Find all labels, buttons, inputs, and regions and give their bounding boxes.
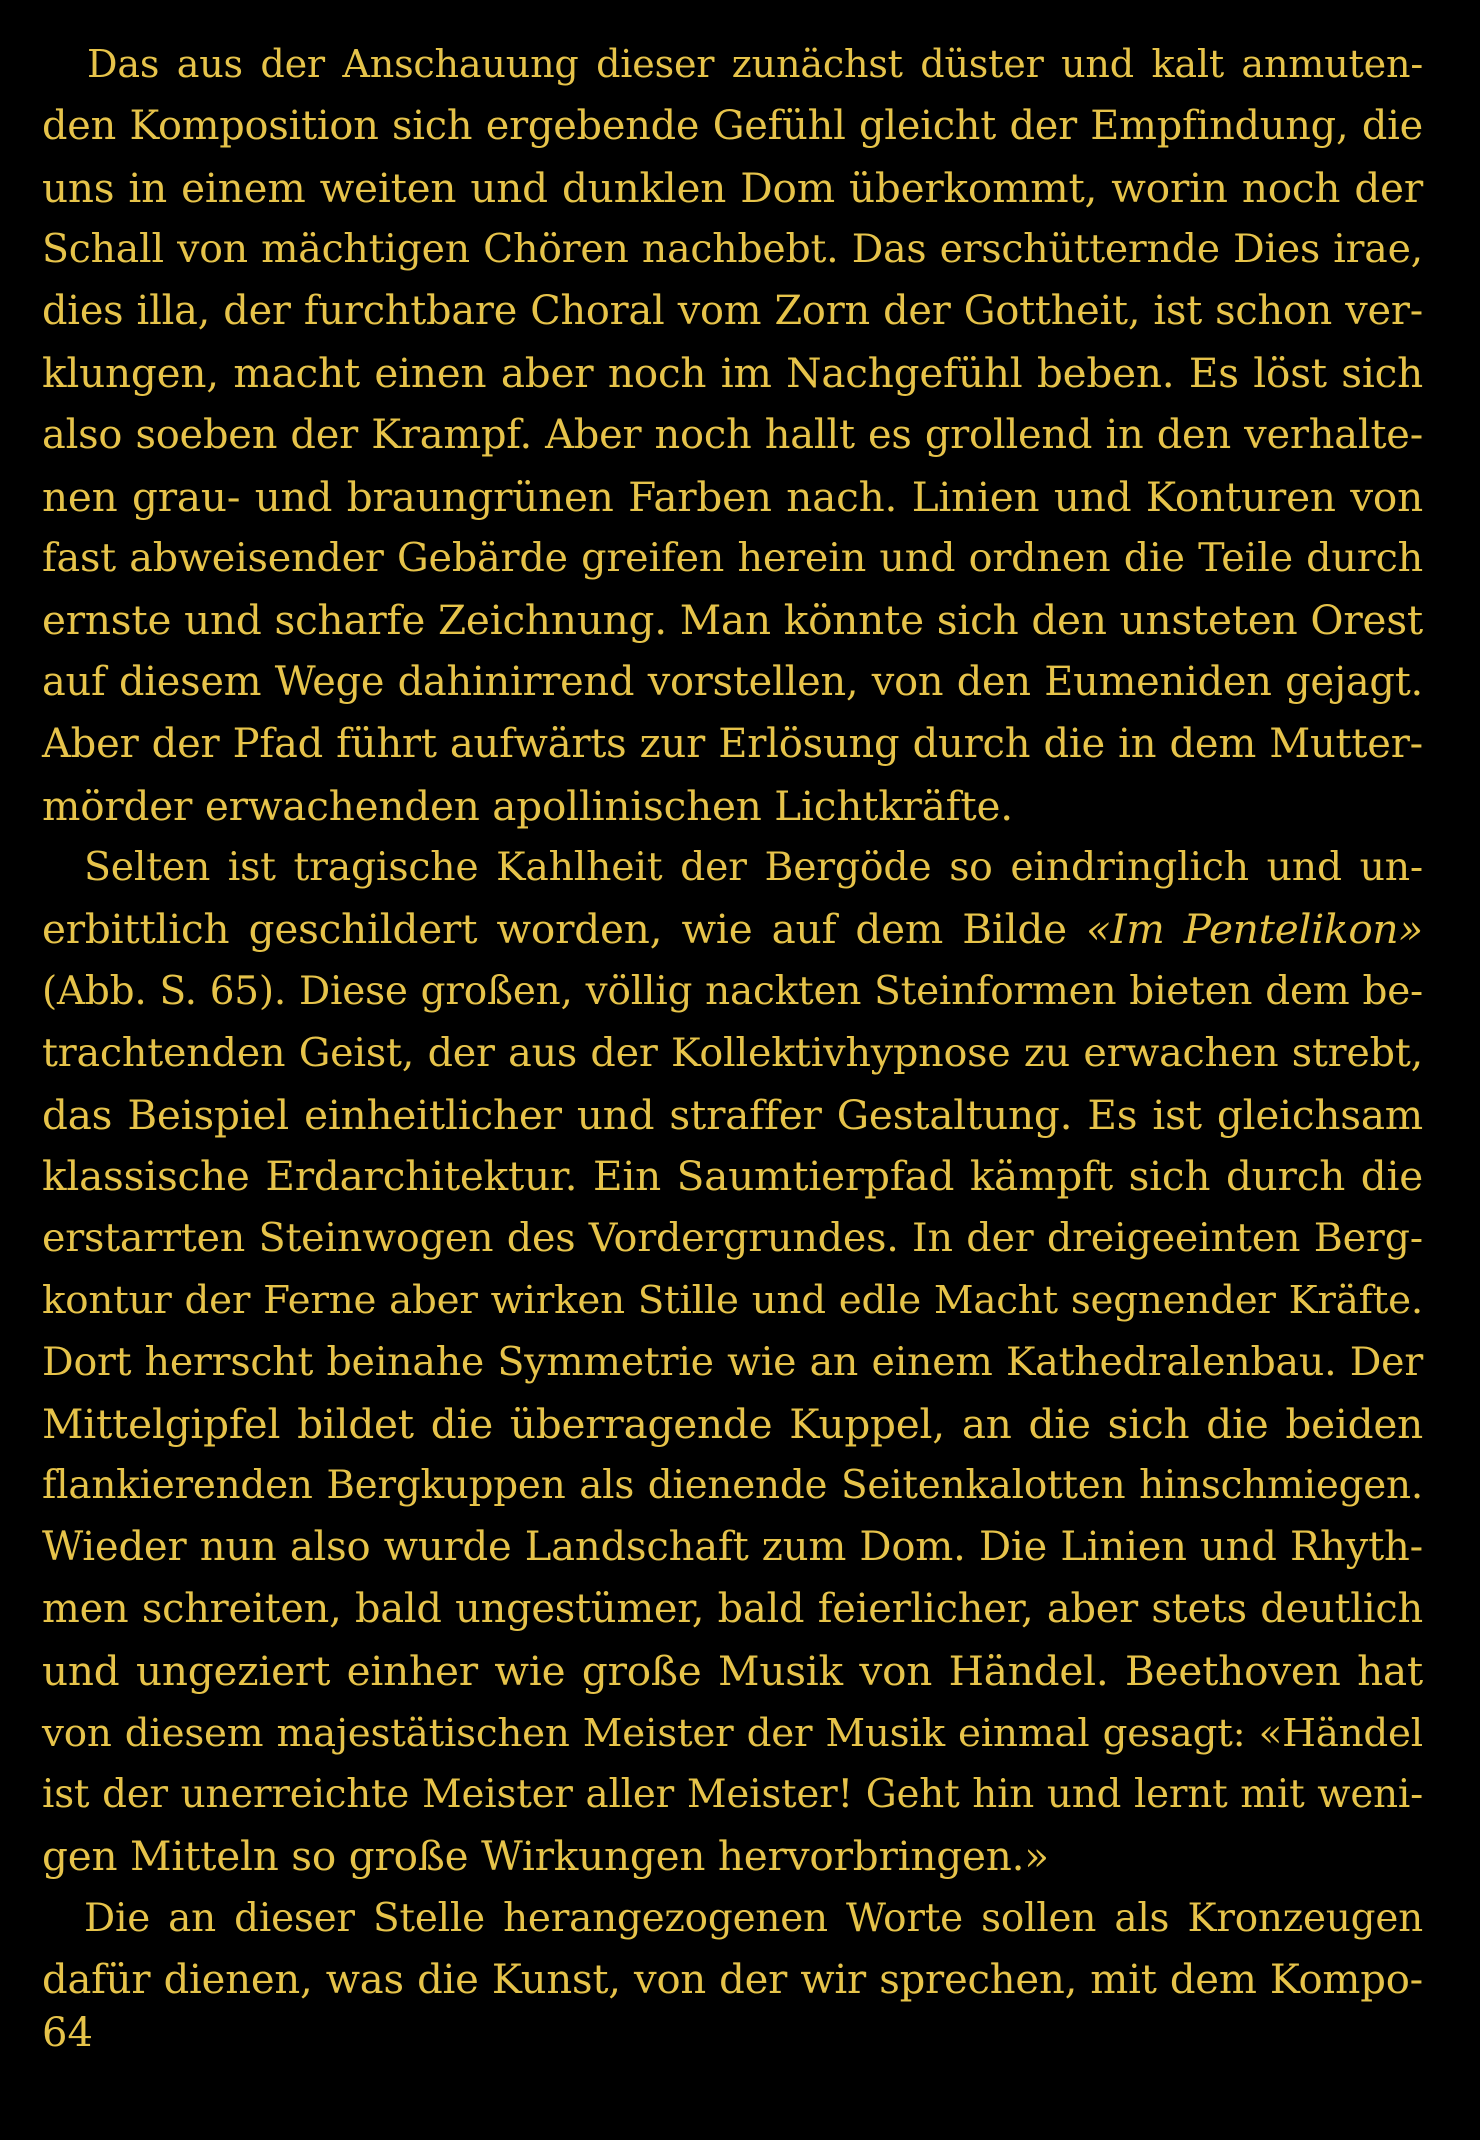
text-line: den Komposition sich ergebende Gefühl gleicht der Empfindung, die bbox=[42, 102, 1423, 149]
text-line: Dort herrscht beinahe Symmetrie wie an einem Kathedralenbau. Der bbox=[42, 1338, 1423, 1385]
text-line: Wieder nun also wurde Landschaft zum Dom. Die Linien und Rhyth- bbox=[42, 1524, 1423, 1571]
text-line: von diesem majestätischen Meister der Musik einmal gesagt: «Händel bbox=[42, 1710, 1423, 1756]
text-line: und ungeziert einher wie große Musik von Händel. Beethoven hat bbox=[42, 1646, 1423, 1695]
text-line: fast abweisender Gebärde greifen herein und ordnen die Teile durch bbox=[42, 535, 1423, 582]
text-line: erstarrten Steinwogen des Vordergrundes. In der dreigeeinten Berg- bbox=[42, 1215, 1423, 1262]
text-line: Die an dieser Stelle herangezogenen Worte sollen als Kronzeugen bbox=[84, 1895, 1423, 1941]
text-line: Selten ist tragische Kahlheit der Bergöde so eindringlich und un- bbox=[84, 844, 1423, 891]
text-line: kontur der Ferne aber wirken Stille und edle Macht segnender Kräfte. bbox=[42, 1277, 1423, 1323]
text-line: dafür dienen, was die Kunst, von der wir sprechen, mit dem Kompo- bbox=[42, 1956, 1423, 2003]
paragraph-2 bbox=[42, 837, 1423, 1888]
text-line: gen Mitteln so große Wirkungen hervorbringen.» bbox=[42, 1832, 1049, 1881]
text-line: mörder erwachenden apollinischen Lichtkräfte. bbox=[42, 781, 1013, 830]
text-line: ist der unerreichte Meister aller Meister! Geht hin und lernt mit weni- bbox=[42, 1772, 1423, 1818]
text-line: Das aus der Anschauung dieser zunächst düster und kalt anmuten- bbox=[87, 42, 1423, 86]
text-line: Schall von mächtigen Chören nachbebt. Das erschütternde Dies irae, bbox=[42, 226, 1423, 273]
text-line-with-title bbox=[42, 899, 1423, 961]
text-line: uns in einem weiten und dunklen Dom überkommt, worin noch der bbox=[42, 163, 1423, 212]
artwork-title: «Im Pentelikon» bbox=[1086, 905, 1423, 954]
page-number: 64 bbox=[42, 2010, 93, 2056]
text-line: (Abb. S. 65). Diese großen, völlig nackten Steinformen bieten dem be- bbox=[42, 968, 1423, 1014]
text-line: dies illa, der furchtbare Choral vom Zorn der Gottheit, ist schon ver- bbox=[42, 288, 1423, 335]
text-line: ernste und scharfe Zeichnung. Man könnte sich den unsteten Orest bbox=[42, 596, 1423, 645]
text-line: men schreiten, bald ungestümer, bald feierlicher, aber stets deutlich bbox=[42, 1585, 1423, 1632]
text-line: klassische Erdarchitektur. Ein Saumtierpfad kämpft sich durch die bbox=[42, 1152, 1423, 1201]
text-line: trachtenden Geist, der aus der Kollektivhypnose zu erwachen strebt, bbox=[42, 1029, 1423, 1076]
text-line: das Beispiel einheitlicher und straffer Gestaltung. Es ist gleichsam bbox=[42, 1090, 1423, 1139]
text-line: flankierenden Bergkuppen als dienende Seitenkalotten hinschmiegen. bbox=[42, 1463, 1423, 1509]
text-line: klungen, macht einen aber noch im Nachgefühl beben. Es löst sich bbox=[42, 348, 1423, 397]
text-line: Aber der Pfad führt aufwärts zur Erlösung durch die in dem Mutter- bbox=[42, 720, 1423, 767]
paragraph-1 bbox=[42, 34, 1423, 837]
text-line: nen grau- und braungrünen Farben nach. Linien und Konturen von bbox=[42, 472, 1423, 521]
text-line: auf diesem Wege dahinirrend vorstellen, von den Eumeniden gejagt. bbox=[42, 658, 1423, 705]
text-fragment: erbittlich geschildert worden, wie auf dem Bilde bbox=[42, 905, 1087, 954]
paragraph-3 bbox=[42, 1888, 1423, 2012]
text-line: also soeben der Krampf. Aber noch hallt es grollend in den verhalte- bbox=[42, 411, 1423, 458]
body-text bbox=[42, 34, 1423, 2012]
text-line: Mittelgipfel bildet die überragende Kuppel, an die sich die beiden bbox=[42, 1399, 1423, 1448]
